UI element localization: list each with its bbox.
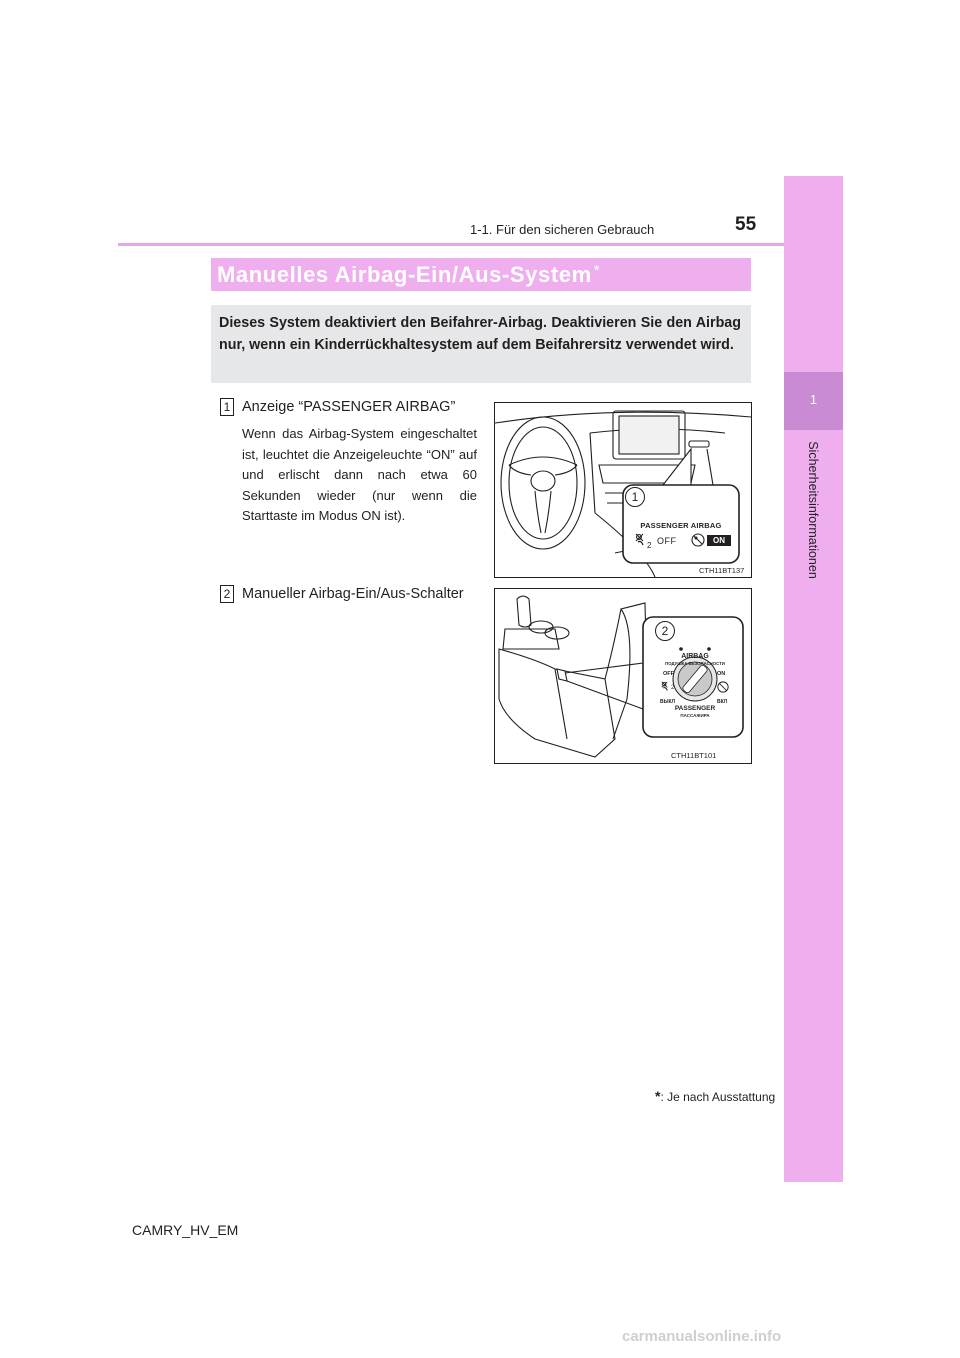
- switch-off-label: OFF: [663, 671, 674, 677]
- console-illustration: [495, 589, 751, 763]
- chapter-side-tab: [784, 176, 843, 1182]
- off-label: OFF: [657, 536, 677, 546]
- switch-label-airbag: AIRBAG: [681, 653, 709, 660]
- header-rule: [118, 243, 788, 246]
- callout-number-2: 2: [655, 621, 675, 641]
- switch-off-label-ru: ВЫКЛ: [660, 699, 676, 705]
- airbag-on-icon: [691, 533, 705, 547]
- page-title-text: Manuelles Airbag-Ein/Aus-System: [217, 262, 592, 287]
- off-sub-number: 2: [647, 541, 652, 550]
- item-title-2: Manueller Airbag-Ein/Aus-Schalter: [242, 586, 464, 602]
- footnote-text: : Je nach Ausstattung: [660, 1090, 776, 1104]
- item-title-1: Anzeige “PASSENGER AIRBAG”: [242, 399, 456, 415]
- page-number: 55: [735, 214, 757, 235]
- figure-code-2: CTH11BT101: [671, 751, 717, 760]
- switch-on-label: ON: [717, 671, 726, 677]
- footnote-marker: *: [655, 1088, 661, 1104]
- switch-label-passenger-ru: ПАССАЖИРА: [680, 713, 710, 718]
- item-number-2: 2: [220, 585, 234, 603]
- dashboard-illustration: [495, 403, 751, 577]
- chapter-label: Sicherheitsinformationen: [806, 441, 820, 579]
- item-number-1: 1: [220, 398, 234, 416]
- panel-label-passenger-airbag: PASSENGER AIRBAG: [640, 521, 722, 530]
- chapter-number: 1: [809, 392, 818, 407]
- section-title: 1-1. Für den sicheren Gebrauch: [470, 222, 655, 237]
- item-description-1: Wenn das Airbag-System eingeschaltet ist, leuchtet die Anzeigeleuchte “ON” auf und erlischt dann nach etwa 60 Sekunden wieder (nur wenn die Starttaste im Modus ON ist).: [242, 426, 477, 523]
- on-label: ON: [707, 535, 731, 546]
- footnote: [655, 1088, 775, 1104]
- switch-airbag-on-icon: [717, 680, 729, 692]
- figure-code-1: CTH11BT137: [699, 566, 745, 575]
- title-marker: *: [593, 262, 601, 279]
- figure-airbag-switch: [494, 588, 752, 764]
- switch-on-label-ru: ВКЛ: [717, 699, 728, 705]
- switch-label-airbag-ru: ПОДУШКА БЕЗОПАСНОСТИ: [665, 661, 725, 666]
- intro-text: Dieses System deaktiviert den Beifahrer-Airbag. Deaktivieren Sie den Airbag nur, wenn ein Kinderrückhaltesystem auf dem Beifahrersitz verwendet wird.: [219, 315, 741, 353]
- callout-number-1: 1: [625, 487, 645, 507]
- switch-label-passenger: PASSENGER: [674, 705, 716, 712]
- document-code: CAMRY_HV_EM: [132, 1222, 239, 1238]
- figure-dashboard-indicator: [494, 402, 752, 578]
- page-title: [217, 258, 600, 291]
- switch-off-sub-number: 2: [671, 685, 675, 691]
- watermark: carmanualsonline.info: [622, 1328, 782, 1345]
